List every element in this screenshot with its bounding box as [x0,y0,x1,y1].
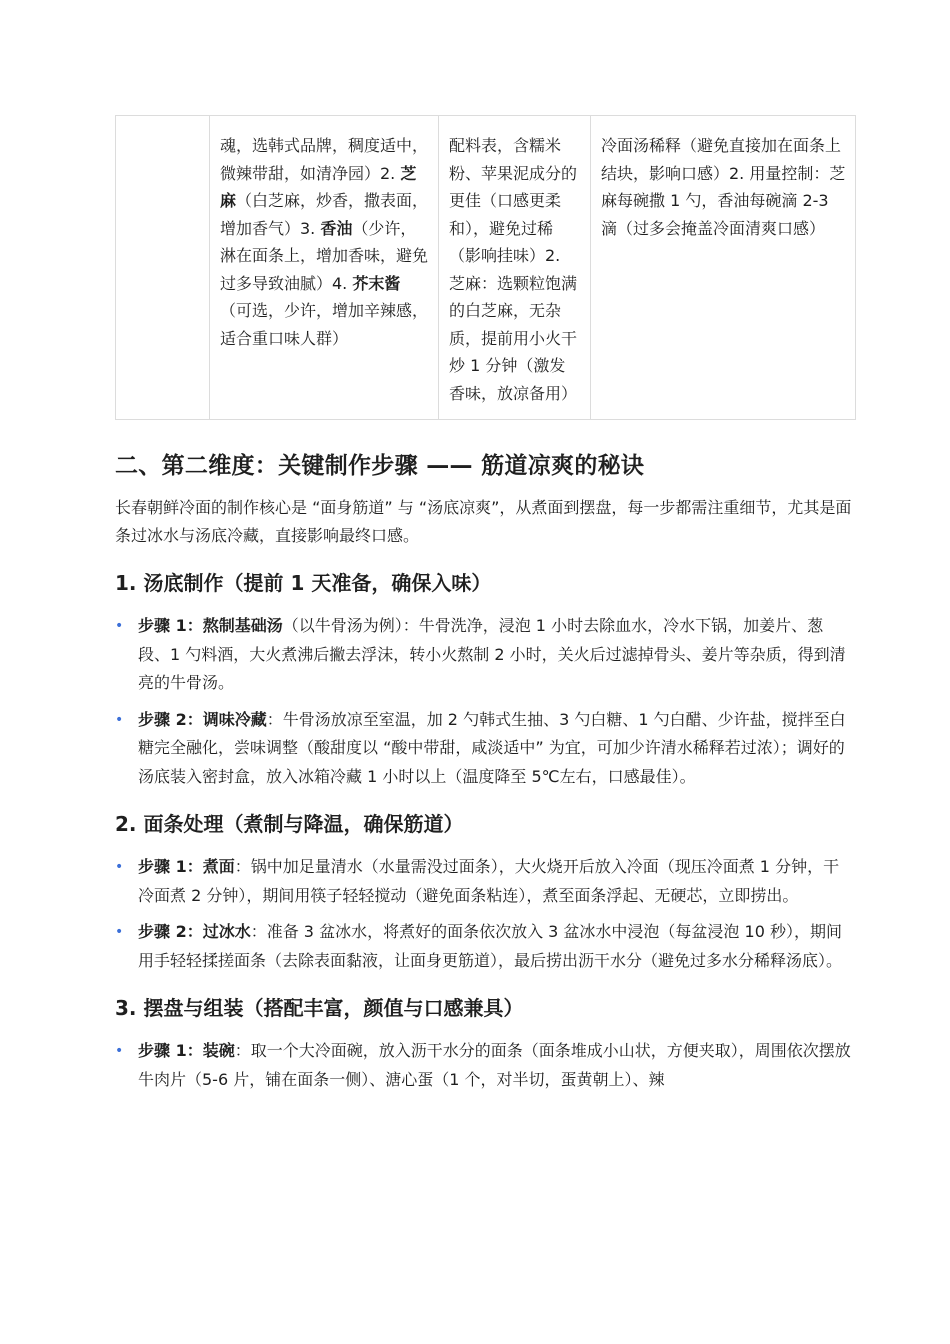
ingredient-text: （白芝麻，炒香，撒表面，增加香气）3. [220,191,429,238]
step-text: ：牛骨汤放凉至室温，加 2 勺韩式生抽、3 勺白糖、1 勺白醋、少许盐，搅拌至白糖完全融化，尝味调整（酸甜度以 “酸中带甜，咸淡适中” 为宜，可加少许清水稀释若过浓）；调好的汤底装入密封盒，放入冰箱冷藏 1 小时以上（温度降至 5℃左右，口感最佳）。 [138,709,846,786]
ingredient-text: （少许，淋在面条上，增加香味，避免过多导致油腻）4. [220,218,429,293]
table-cell-selection: 配料表，含糯米粉、苹果泥成分的更佳（口感更柔和），避免过稀（影响挂味）2. 芝麻：选颗粒饱满的白芝麻，无杂质，提前用小火干炒 1 分钟（激发香味，放凉备用） [439,116,591,420]
section-intro: 长春朝鲜冷面的制作核心是 “面身筋道” 与 “汤底凉爽”，从煮面到摆盘，每一步都需注重细节，尤其是面条过冰水与汤底冷藏，直接影响最终口感。 [115,498,852,545]
step-text: ：取一个大冷面碗，放入沥干水分的面条（面条堆成小山状，方便夹取），周围依次摆放牛肉片（5-6 片，铺在面条一侧）、溏心蛋（1 个，对半切，蛋黄朝上）、辣 [138,1041,851,1089]
ingredient-name: 芝麻 [220,163,417,210]
ingredient-text: （可选，少许，增加辛辣感，适合重口味人群） [220,301,429,348]
step-list [115,1037,855,1094]
ingredient-name: 香油 [320,218,353,238]
step-list [115,612,855,791]
step-label: 步骤 1：装碗 [138,1041,235,1060]
step-text: ：准备 3 盆冰水，将煮好的面条依次放入 3 盆冰水中浸泡（每盆浸泡 10 秒），期间用手轻轻揉搓面条（去除表面黏液，让面身更筋道），最后捞出沥干水分（避免过多水分稀释汤底）。 [138,922,843,970]
list-item [115,706,855,792]
bullet-icon: • [115,618,124,634]
list-item [115,918,855,975]
step-text: （以牛骨汤为例）：牛骨洗净，浸泡 1 小时去除血水，冷水下锅，加姜片、葱段、1 勺料酒，大火煮沸后撇去浮沫，转小火熬制 2 小时，关火后过滤掉骨头、姜片等杂质，得到清亮的牛骨汤。 [138,616,846,692]
list-item [115,853,855,910]
bullet-icon: • [115,859,124,875]
steps-container [115,568,855,1094]
ingredients-table-continuation [115,115,856,420]
step-label: 步骤 2：调味冷藏 [138,709,267,729]
list-item [115,1037,855,1094]
ingredient-text: 魂，选韩式品牌，稠度适中，微辣带甜，如清净园）2. [220,136,429,183]
section-heading: 二、第二维度：关键制作步骤 —— 筋道凉爽的秘诀 [115,453,645,479]
table-cell-usage: 冷面汤稀释（避免直接加在面条上结块，影响口感）2. 用量控制：芝麻每碗撒 1 勺，香油每碗滴 2-3 滴（过多会掩盖冷面清爽口感） [591,116,856,420]
subsection-heading: 1. 汤底制作（提前 1 天准备，确保入味） [115,571,492,595]
table-cell-ingredients [210,116,439,420]
step-list [115,853,855,975]
bullet-icon: • [115,924,124,940]
ingredient-name: 芥末酱 [352,273,401,293]
bullet-icon: • [115,1043,124,1059]
step-label: 步骤 1：熬制基础汤 [138,616,283,635]
list-item [115,612,855,698]
bullet-icon: • [115,711,124,728]
step-label: 步骤 2：过冰水 [138,922,251,941]
subsection-heading: 2. 面条处理（煮制与降温，确保筋道） [115,812,464,836]
table-cell-empty [116,116,210,420]
subsection-heading: 3. 摆盘与组装（搭配丰富，颜值与口感兼具） [115,996,524,1020]
step-text: ：锅中加足量清水（水量需没过面条），大火烧开后放入冷面（现压冷面煮 1 分钟，干冷面煮 2 分钟），期间用筷子轻轻搅动（避免面条粘连），煮至面条浮起、无硬芯，立即捞出。 [138,857,840,905]
table-row [116,116,856,420]
step-label: 步骤 1：煮面 [138,857,235,876]
document-page [115,115,855,1102]
